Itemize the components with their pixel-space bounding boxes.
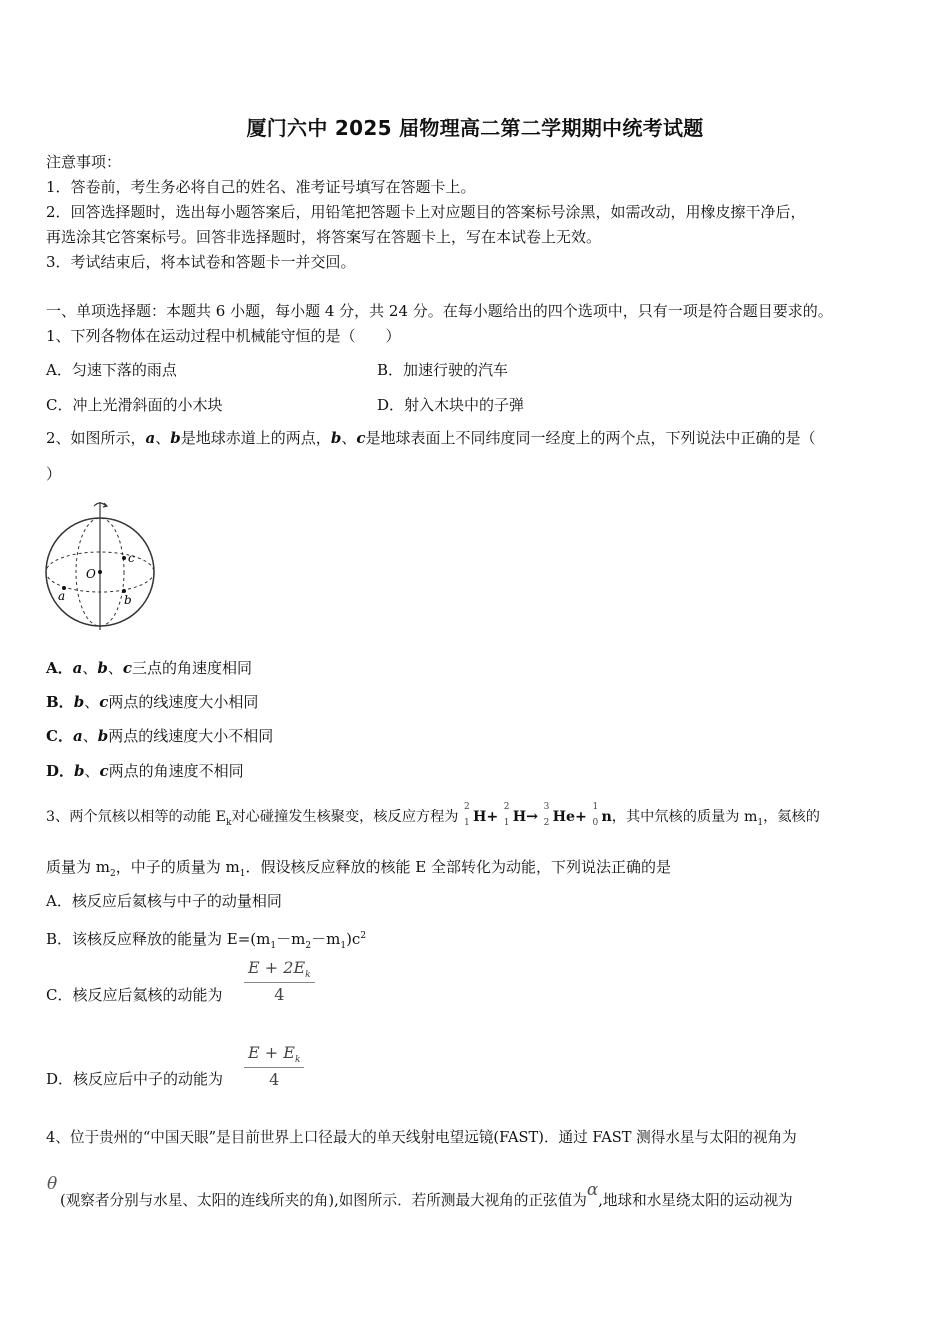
label-c: c — [128, 551, 135, 565]
section-heading: 一、单项选择题：本题共 6 小题，每小题 4 分，共 24 分。在每小题给出的四个选项中，只有一项是符合题目要求的。 — [46, 302, 833, 320]
q2-stem: 2、如图所示，a、b是地球赤道上的两点，b、c是地球表面上不同纬度同一经度上的两个点，下列说法中正确的是（ — [46, 429, 816, 447]
q3-c-fraction: $E + 2E_k$ 4 — [244, 958, 315, 1004]
alpha-symbol: α — [586, 1180, 599, 1200]
notice-heading: 注意事项： — [46, 153, 122, 171]
q1-option-d: D．射入木块中的子弹 — [377, 396, 525, 414]
q3-option-a: A．核反应后氦核与中子的动量相同 — [46, 892, 282, 910]
q1-option-a: A．匀速下落的雨点 — [46, 361, 177, 379]
q2-option-a: A．a、b、c三点的角速度相同 — [46, 659, 253, 677]
q3-option-d: D．核反应后中子的动能为 — [46, 1070, 224, 1088]
q2-option-b: B．b、c两点的线速度大小相同 — [46, 693, 259, 711]
q1-stem: 1、下列各物体在运动过程中机械能守恒的是（ ） — [46, 327, 401, 345]
isotope-n: 1 0 — [592, 802, 599, 828]
notice-item-3: 3．考试结束后，将本试卷和答题卡一并交回。 — [46, 253, 356, 271]
q3-option-c: C．核反应后氦核的动能为 — [46, 986, 223, 1004]
label-o: O — [86, 567, 96, 581]
q2-option-d: D．b、c两点的角速度不相同 — [46, 762, 244, 780]
page-title: 厦门六中 2025 届物理高二第二学期期中统考试题 — [246, 116, 704, 140]
q1-option-b: B．加速行驶的汽车 — [377, 361, 509, 379]
isotope-he3: 3 2 — [543, 802, 550, 828]
q4-stem-cont: (观察者分别与水星、太阳的连线所夹的角),如图所示．若所测最大视角的正弦值为α,地球和水星绕太阳的运动视为 — [60, 1180, 793, 1209]
isotope-h2: 2 1 — [463, 802, 470, 828]
q4-stem: 4、位于贵州的“中国天眼”是目前世界上口径最大的单天线射电望远镜(FAST)．通过 FAST 测得水星与太阳的视角为 — [46, 1129, 797, 1146]
label-b: b — [124, 593, 132, 607]
q2-stem-end: ） — [46, 465, 62, 483]
q3-stem-cont: 质量为 $m_2$，中子的质量为 $m_1$．假设核反应释放的核能 E 全部转化为动能，下列说法正确的是 — [46, 858, 671, 879]
earth-figure — [40, 494, 160, 634]
q3-d-fraction: $E + E_k$ 4 — [244, 1043, 304, 1089]
label-a: a — [58, 589, 66, 603]
q3-option-b: B．该核反应释放的能量为 $E=(m_1-m_2-m_1)c^2$ — [46, 930, 367, 951]
q1-option-c: C．冲上光滑斜面的小木块 — [46, 396, 223, 414]
notice-item-1: 1．答卷前，考生务必将自己的姓名、准考证号填写在答题卡上。 — [46, 178, 476, 196]
q2-option-c: C．a、b两点的线速度大小不相同 — [46, 727, 274, 745]
notice-item-2-cont: 再选涂其它答案标号。回答非选择题时，将答案写在答题卡上，写在本试卷上无效。 — [46, 228, 602, 246]
notice-item-2: 2．回答选择题时，选出每小题答案后，用铅笔把答题卡上对应题目的答案标号涂黑，如需改动，用橡皮擦干净后， — [46, 203, 806, 221]
theta-symbol: θ — [47, 1174, 58, 1194]
isotope-h2b: 2 1 — [503, 802, 510, 828]
q3-stem: 3、两个氘核以相等的动能 $E_k$对心碰撞发生核聚变，核反应方程为 2 1 H+ 2 1 H→ 3 2 He+ 1 0 n，其中氘核的质量为 $m_1$，氦核的 — [46, 802, 820, 828]
